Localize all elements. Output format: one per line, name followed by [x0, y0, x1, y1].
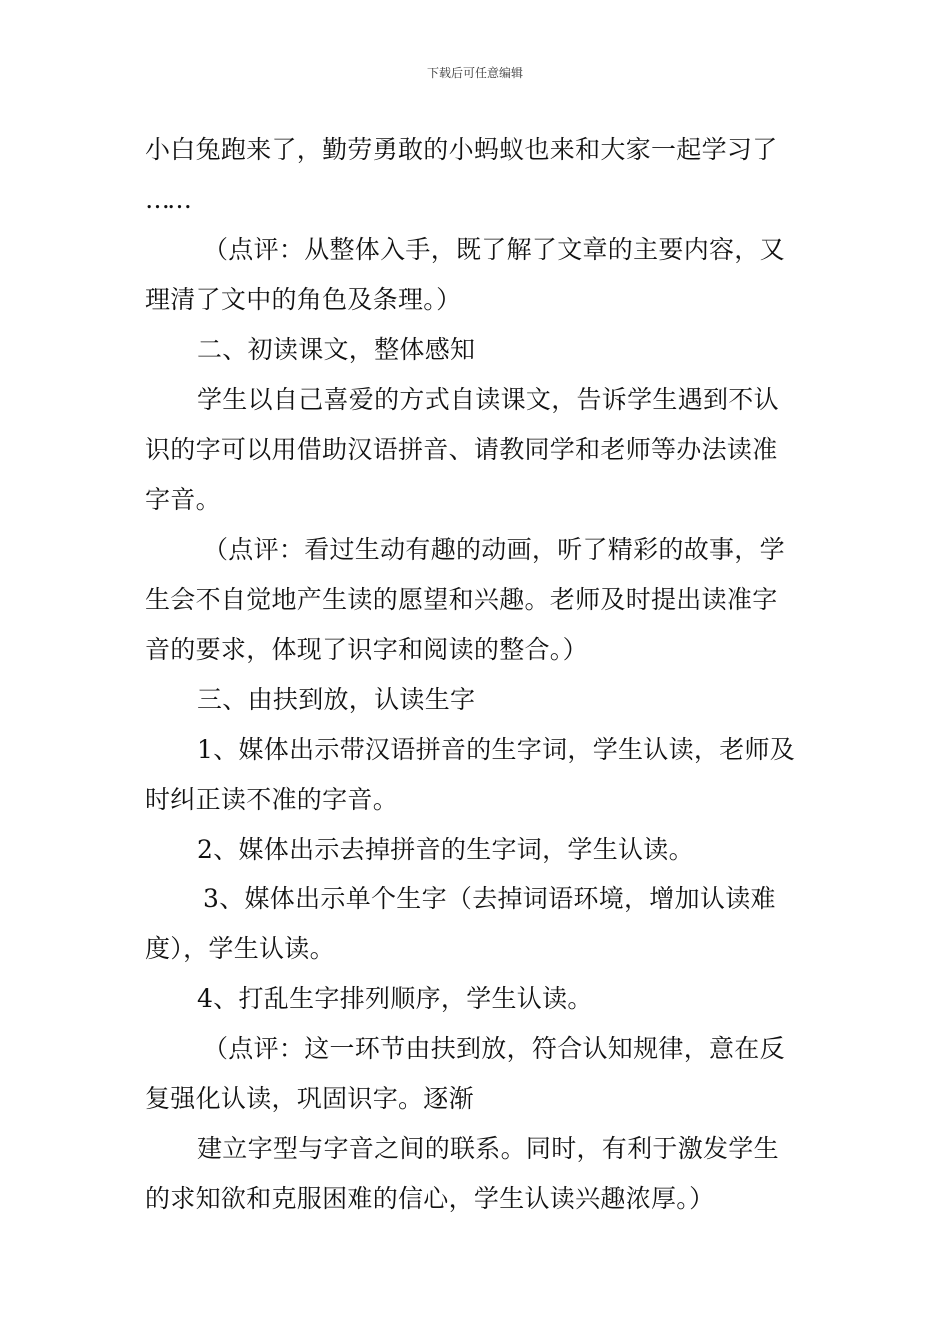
page-header: 下载后可任意编辑 [426, 66, 523, 80]
text-line: 生会不自觉地产生读的愿望和兴趣。老师及时提出读准字 [145, 585, 778, 614]
text-line: （点评：这一环节由扶到放，符合认知规律，意在反 [203, 1034, 785, 1063]
text-line: 小白兔跑来了，勤劳勇敢的小蚂蚁也来和大家一起学习了 [145, 135, 778, 164]
section-heading: 二、初读课文，整体感知 [197, 335, 476, 364]
text-line: 识的字可以用借助汉语拼音、请教同学和老师等办法读准 [145, 435, 778, 464]
text-line: 3、媒体出示单个生字（去掉词语环境，增加认读难 [203, 884, 776, 913]
text-line: 学生以自己喜爱的方式自读课文，告诉学生遇到不认 [197, 385, 779, 414]
text-line: 理清了文中的角色及条理。） [145, 285, 462, 314]
text-line: （点评：看过生动有趣的动画，听了精彩的故事，学 [203, 535, 785, 564]
text-line: 字音。 [145, 485, 221, 514]
text-line: 复强化认读，巩固识字。逐渐 [145, 1084, 474, 1113]
text-line: 4、打乱生字排列顺序，学生认读。 [197, 984, 593, 1013]
text-line: …… [145, 185, 189, 214]
text-line: 2、媒体出示去掉拼音的生字词，学生认读。 [197, 835, 694, 864]
text-line: 的求知欲和克服困难的信心，学生认读兴趣浓厚。） [145, 1184, 715, 1213]
text-line: 1、媒体出示带汉语拼音的生字词，学生认读，老师及 [197, 735, 796, 764]
text-line: 度），学生认读。 [145, 934, 335, 963]
text-line: （点评：从整体入手，既了解了文章的主要内容，又 [203, 235, 785, 264]
text-line: 建立字型与字音之间的联系。同时，有利于激发学生 [197, 1134, 779, 1163]
section-heading: 三、由扶到放，认读生字 [197, 685, 476, 714]
text-line: 音的要求，体现了识字和阅读的整合。） [145, 635, 588, 664]
text-line: 时纠正读不准的字音。 [145, 785, 399, 814]
